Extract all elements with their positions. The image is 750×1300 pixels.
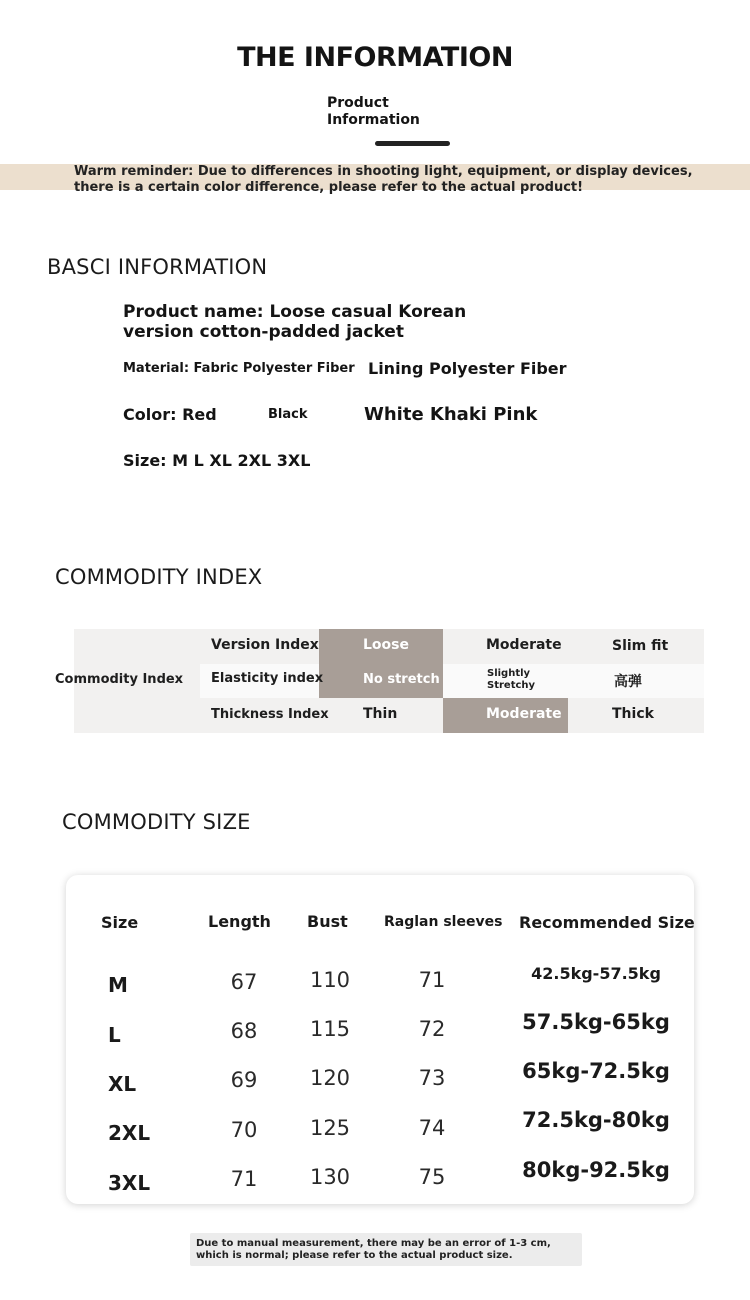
index-option: Thin (363, 706, 398, 722)
table-cell-length: 69 (230, 1068, 258, 1092)
measurement-footnote: Due to manual measurement, there may be an error of 1-3 cm, which is normal; please refer to the actual product size. (196, 1238, 551, 1261)
table-cell-length: 71 (230, 1167, 258, 1191)
index-label-elasticity: Elasticity index (211, 671, 324, 686)
color-label: Color: Red (123, 405, 217, 424)
commodity-index-heading: COMMODITY INDEX (55, 565, 263, 589)
size-col-header: Size (101, 913, 139, 932)
table-row-size: M (108, 973, 128, 997)
size-col-header: Raglan sleeves (384, 914, 503, 930)
product-name: Product name: Loose casual Korean version cotton-padded jacket (123, 302, 467, 342)
index-option: Thick (612, 706, 654, 722)
commodity-size-heading: COMMODITY SIZE (62, 810, 251, 834)
subtitle-line-1: Product (327, 95, 389, 111)
index-option: Slim fit (612, 638, 669, 654)
table-cell-length: 68 (230, 1019, 258, 1043)
table-cell-recommended: 72.5kg-80kg (522, 1108, 670, 1132)
size-col-header: Recommended Size (519, 913, 695, 932)
table-cell-recommended: 65kg-72.5kg (522, 1059, 670, 1083)
table-row-size: XL (108, 1072, 137, 1096)
table-cell-bust: 115 (309, 1017, 351, 1041)
title-underline (375, 141, 450, 146)
index-label-version: Version Index (211, 637, 319, 653)
table-cell-length: 67 (230, 970, 258, 994)
index-option: Loose (363, 637, 409, 653)
index-option: 高弹 (614, 674, 642, 690)
table-row-size: 2XL (108, 1121, 151, 1145)
table-cell-length: 70 (230, 1118, 258, 1142)
material-label: Material: Fabric Polyester Fiber (123, 361, 355, 376)
page-subtitle (327, 95, 420, 129)
table-cell-recommended: 57.5kg-65kg (522, 1010, 670, 1034)
color-black: Black (268, 407, 308, 422)
table-cell-bust: 130 (309, 1165, 351, 1189)
size-label: Size: M L XL 2XL 3XL (123, 451, 311, 470)
page-title: THE INFORMATION (237, 42, 513, 73)
table-cell-raglan: 75 (418, 1165, 446, 1189)
table-cell-recommended: 80kg-92.5kg (522, 1158, 670, 1182)
index-option: Moderate (486, 637, 562, 653)
subtitle-line-2: Information (327, 112, 420, 128)
table-row-size: L (108, 1023, 121, 1047)
table-cell-bust: 125 (309, 1116, 351, 1140)
reminder-text: Warm reminder: Due to differences in shooting light, equipment, or display devices, there is a certain color difference, please refer to the actual product! (74, 164, 693, 195)
table-cell-recommended: 42.5kg-57.5kg (531, 964, 661, 983)
index-row-header: Commodity Index (55, 672, 184, 687)
table-cell-raglan: 74 (418, 1116, 446, 1140)
color-others: White Khaki Pink (364, 404, 538, 425)
index-label-thickness: Thickness Index (211, 707, 329, 722)
table-cell-bust: 120 (309, 1066, 351, 1090)
table-cell-bust: 110 (309, 968, 351, 992)
index-option: Slightly Stretchy (487, 668, 536, 691)
basic-info-heading: BASCI INFORMATION (47, 255, 268, 279)
index-option: Moderate (486, 706, 562, 722)
size-col-header: Bust (307, 912, 348, 931)
lining-label: Lining Polyester Fiber (368, 359, 567, 378)
table-cell-raglan: 71 (418, 968, 446, 992)
table-cell-raglan: 72 (418, 1017, 446, 1041)
table-cell-raglan: 73 (418, 1066, 446, 1090)
size-col-header: Length (208, 912, 271, 931)
table-row-size: 3XL (108, 1171, 151, 1195)
index-option: No stretch (363, 672, 440, 687)
